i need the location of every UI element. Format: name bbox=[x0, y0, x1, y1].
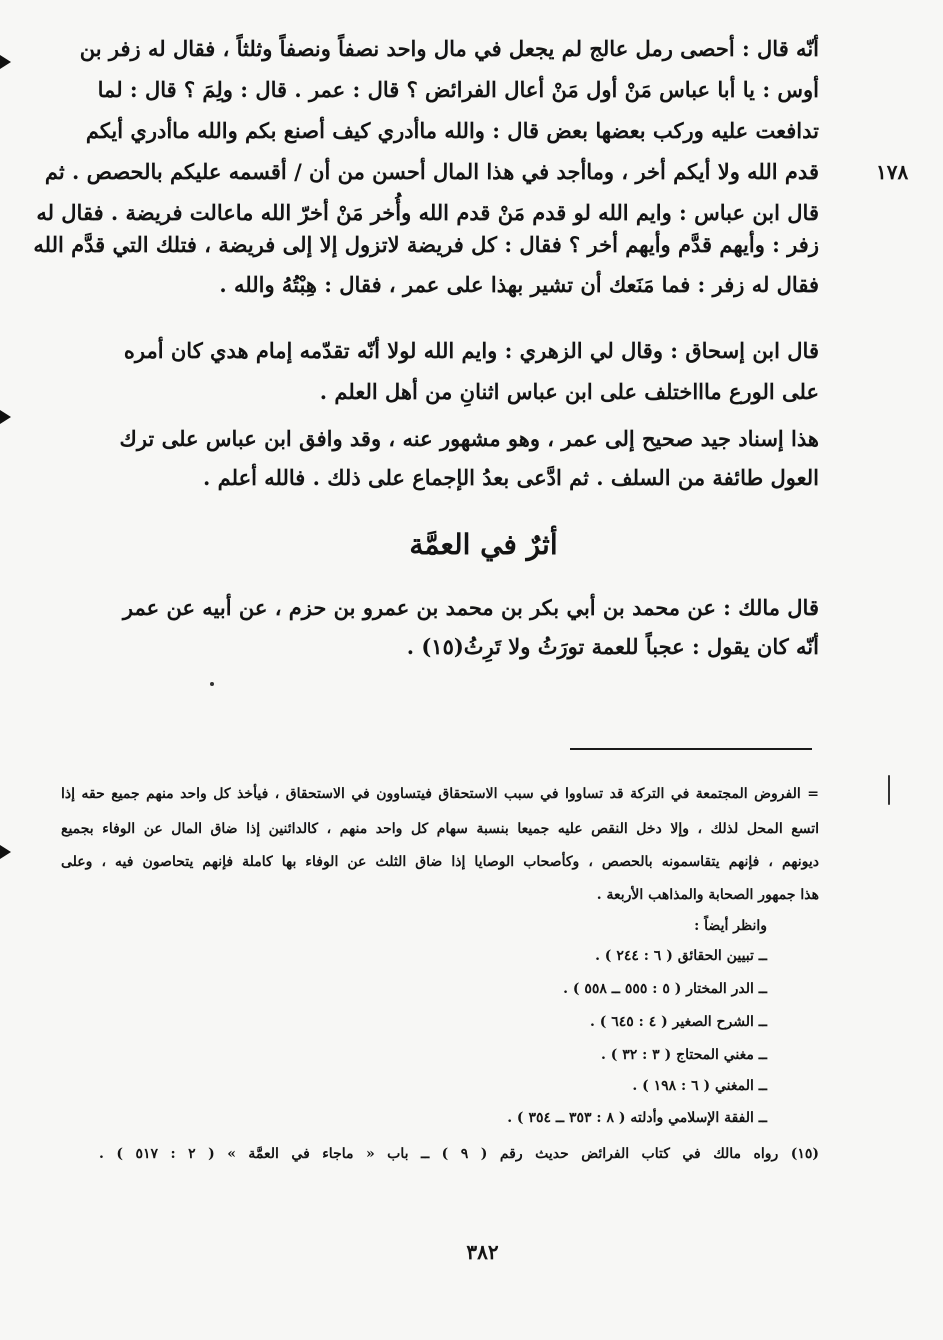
reference-item: ــ مغني المحتاج ( ٣ : ٣٢ ) . bbox=[600, 1047, 767, 1063]
scan-speck bbox=[888, 775, 890, 805]
reference-item: ــ المغني ( ٦ : ١٩٨ ) . bbox=[632, 1078, 767, 1094]
scan-edge-mark bbox=[0, 845, 11, 859]
footnote-line: = الفروض المجتمعة في التركة قد تساووا في سبب الاستحقاق فيتساوون في الاستحقاق ، فيأخذ كل واحد منهم جميع حقه إذا bbox=[61, 786, 819, 802]
reference-item: ــ تبيين الحقائق ( ٦ : ٢٤٤ ) . bbox=[595, 948, 767, 964]
footnote-line: اتسع المحل لذلك ، وإلا دخل النقص عليه جميعا بنسبة سهام كل واحد منهم ، كالدائنين إذا ضاق المال عن الوفاء بجميع bbox=[61, 821, 819, 837]
text-line: أنّه كان يقول : عجباً للعمة تورَثُ ولا تَرِثُ(١٥) . bbox=[406, 634, 819, 659]
text-line: أنّه قال : أحصى رمل عالج لم يجعل في مال واحد نصفاً ونصفاً وثلثاً ، فقال له زفر بن bbox=[79, 36, 819, 61]
reference-item: ــ الفقة الإسلامي وأدلته ( ٨ : ٣٥٣ ــ ٣٥٤ ) . bbox=[507, 1110, 767, 1126]
scan-speck bbox=[210, 682, 214, 686]
text-line: قدم الله ولا أيكم أخر ، وماأجد في هذا المال أحسن من أن / أقسمه عليكم بالحصص . ثم bbox=[44, 159, 819, 184]
text-line: قال مالك : عن محمد بن أبي بكر بن محمد بن عمرو بن حزم ، عن أبيه عن عمر bbox=[122, 595, 819, 620]
text-line: فقال له زفر : فما مَنَعك أن تشير بهذا على عمر ، فقال : هِبْتُهُ والله . bbox=[219, 272, 819, 297]
text-line: العول طائفة من السلف . ثم ادَّعى بعدُ الإجماع على ذلك . فالله أعلم . bbox=[203, 465, 819, 490]
margin-page-reference: ١٧٨ bbox=[876, 160, 909, 184]
scan-edge-mark bbox=[0, 55, 11, 69]
section-heading: أثرٌ في العمَّة bbox=[409, 528, 558, 561]
footnote-line: هذا جمهور الصحابة والمذاهب الأربعة . bbox=[596, 887, 819, 903]
text-line: قال ابن عباس : وايم الله لو قدم مَنْ قدم الله وأُخر مَنْ أخرّ الله ماعالت فريضة . فقال له bbox=[36, 200, 819, 225]
reference-item: ــ الشرح الصغير ( ٤ : ٦٤٥ ) . bbox=[590, 1014, 767, 1030]
text-line: أوس : يا أبا عباس مَنْ أول مَنْ أعال الفرائض ؟ قال : عمر . قال : ولِمَ ؟ قال : لما bbox=[97, 77, 819, 102]
page-number: ٣٨٢ bbox=[466, 1240, 499, 1264]
footnote-15: (١٥) رواه مالك في كتاب الفرائض حديث رقم ( ٩ ) ــ باب « ماجاء في العمَّة » ( ٢ : ٥١٧ ) . bbox=[99, 1146, 819, 1162]
see-also-label: وانظر أيضاً : bbox=[694, 918, 767, 934]
text-line: هذا إسناد جيد صحيح إلى عمر ، وهو مشهور عنه ، وقد وافق ابن عباس على ترك bbox=[119, 426, 819, 451]
footnote-line: ديونهم ، فإنهم يتقاسمونه بالحصص ، وكأصحاب الوصايا إذا ضاق الثلث عن الوفاء بها كاملة فإنهم يتحاصون فيه ، وعلى bbox=[61, 854, 819, 870]
text-line: تدافعت عليه وركب بعضها بعض قال : والله ماأدري كيف أصنع بكم والله ماأدري أيكم bbox=[85, 118, 819, 143]
text-line: زفر : وأيهم قدَّم وأيهم أخر ؟ فقال : كل فريضة لاتزول إلا إلى فريضة ، فتلك التي قدَّم الله bbox=[33, 232, 819, 257]
text-line: على الورع ماااختلف على ابن عباس اثنانِ من أهل العلم . bbox=[319, 379, 819, 404]
reference-item: ــ الدر المختار ( ٥ : ٥٥٥ ــ ٥٥٨ ) . bbox=[563, 981, 767, 997]
footnote-separator bbox=[570, 748, 812, 750]
scan-edge-mark bbox=[0, 410, 11, 424]
text-line: قال ابن إسحاق : وقال لي الزهري : وايم الله لولا أنّه تقدّمه إمام هدي كان أمره bbox=[123, 338, 819, 363]
